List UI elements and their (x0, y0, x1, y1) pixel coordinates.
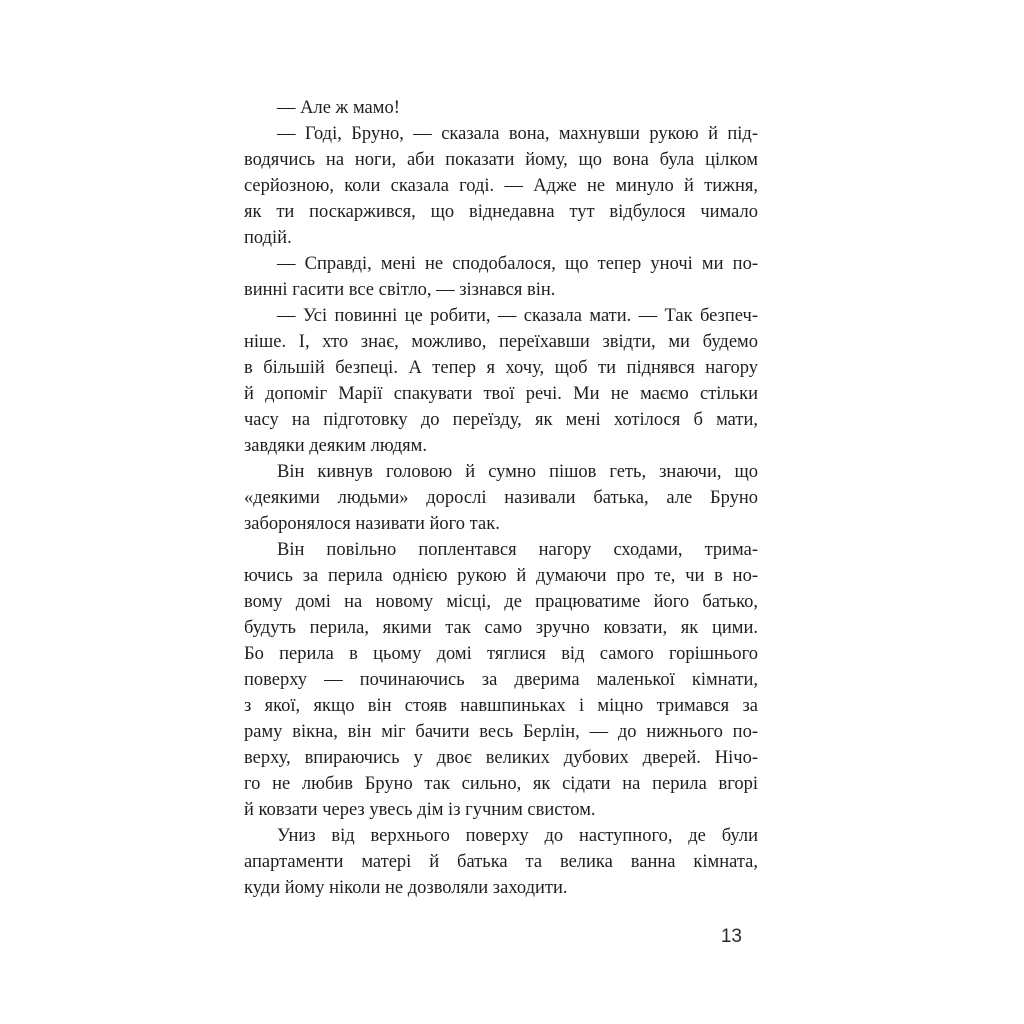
text-line: Униз від верхнього поверху до наступного, де були (277, 826, 758, 846)
text-line: серйозною, коли сказала годі. — Адже не минуло й тижня, (244, 176, 758, 196)
text-line: з якої, якщо він стояв навшпиньках і міцно тримався за (244, 696, 758, 716)
text-line: водячись на ноги, аби показати йому, що вона була цілком (244, 150, 758, 170)
text-line: як ти поскаржився, що віднедавна тут відбулося чимало (244, 202, 758, 222)
text-line: го не любив Бруно так сильно, як сідати на перила вгорі (244, 774, 758, 794)
paragraph (244, 537, 758, 823)
paragraph (244, 459, 758, 537)
text-line: раму вікна, він міг бачити весь Берлін, — до нижнього по- (244, 722, 758, 742)
text-line: й допоміг Марії спакувати твої речі. Ми не маємо стільки (244, 384, 758, 404)
text-line: в більшій безпеці. А тепер я хочу, щоб ти піднявся нагору (244, 358, 758, 378)
text-line: ючись за перила однією рукою й думаючи про те, чи в но- (244, 566, 758, 586)
text-line: апартаменти матері й батька та велика ванна кімната, (244, 852, 758, 872)
text-line: ніше. І, хто знає, можливо, переїхавши звідти, ми будемо (244, 332, 758, 352)
text-line: вому домі на новому місці, де працюватиме його батько, (244, 592, 758, 612)
text-line: подій. (244, 228, 292, 248)
text-line: Бо перила в цьому домі тяглися від самого горішнього (244, 644, 758, 664)
page-number: 13 (720, 926, 742, 947)
paragraph (244, 251, 758, 303)
text-line: винні гасити все світло, — зізнався він. (244, 280, 556, 300)
text-column (244, 95, 758, 901)
paragraph (244, 121, 758, 251)
text-line: завдяки деяким людям. (244, 436, 427, 456)
text-line: — Справді, мені не сподобалося, що тепер уночі ми по- (277, 254, 758, 274)
text-line: заборонялося називати його так. (244, 514, 500, 534)
paragraph (244, 303, 758, 459)
text-line: куди йому ніколи не дозволяли заходити. (244, 878, 568, 898)
text-line: й ковзати через увесь дім із гучним свистом. (244, 800, 596, 820)
text-line: «деякими людьми» дорослі називали батька, але Бруно (244, 488, 758, 508)
text-line: Він повільно поплентався нагору сходами, трима- (277, 540, 758, 560)
text-line: — Годі, Бруно, — сказала вона, махнувши рукою й під- (277, 124, 758, 144)
text-line: часу на підготовку до переїзду, як мені хотілося б мати, (244, 410, 758, 430)
paragraph (244, 95, 758, 121)
text-line: будуть перила, якими так само зручно ковзати, як цими. (244, 618, 758, 638)
text-line: поверху — починаючись за дверима маленької кімнати, (244, 670, 758, 690)
text-line: — Але ж мамо! (277, 98, 400, 118)
text-line: Він кивнув головою й сумно пішов геть, знаючи, що (277, 462, 758, 482)
paragraph (244, 823, 758, 901)
text-line: верху, впираючись у двоє великих дубових дверей. Нічо- (244, 748, 758, 768)
text-line: — Усі повинні це робити, — сказала мати. — Так безпеч- (277, 306, 758, 326)
